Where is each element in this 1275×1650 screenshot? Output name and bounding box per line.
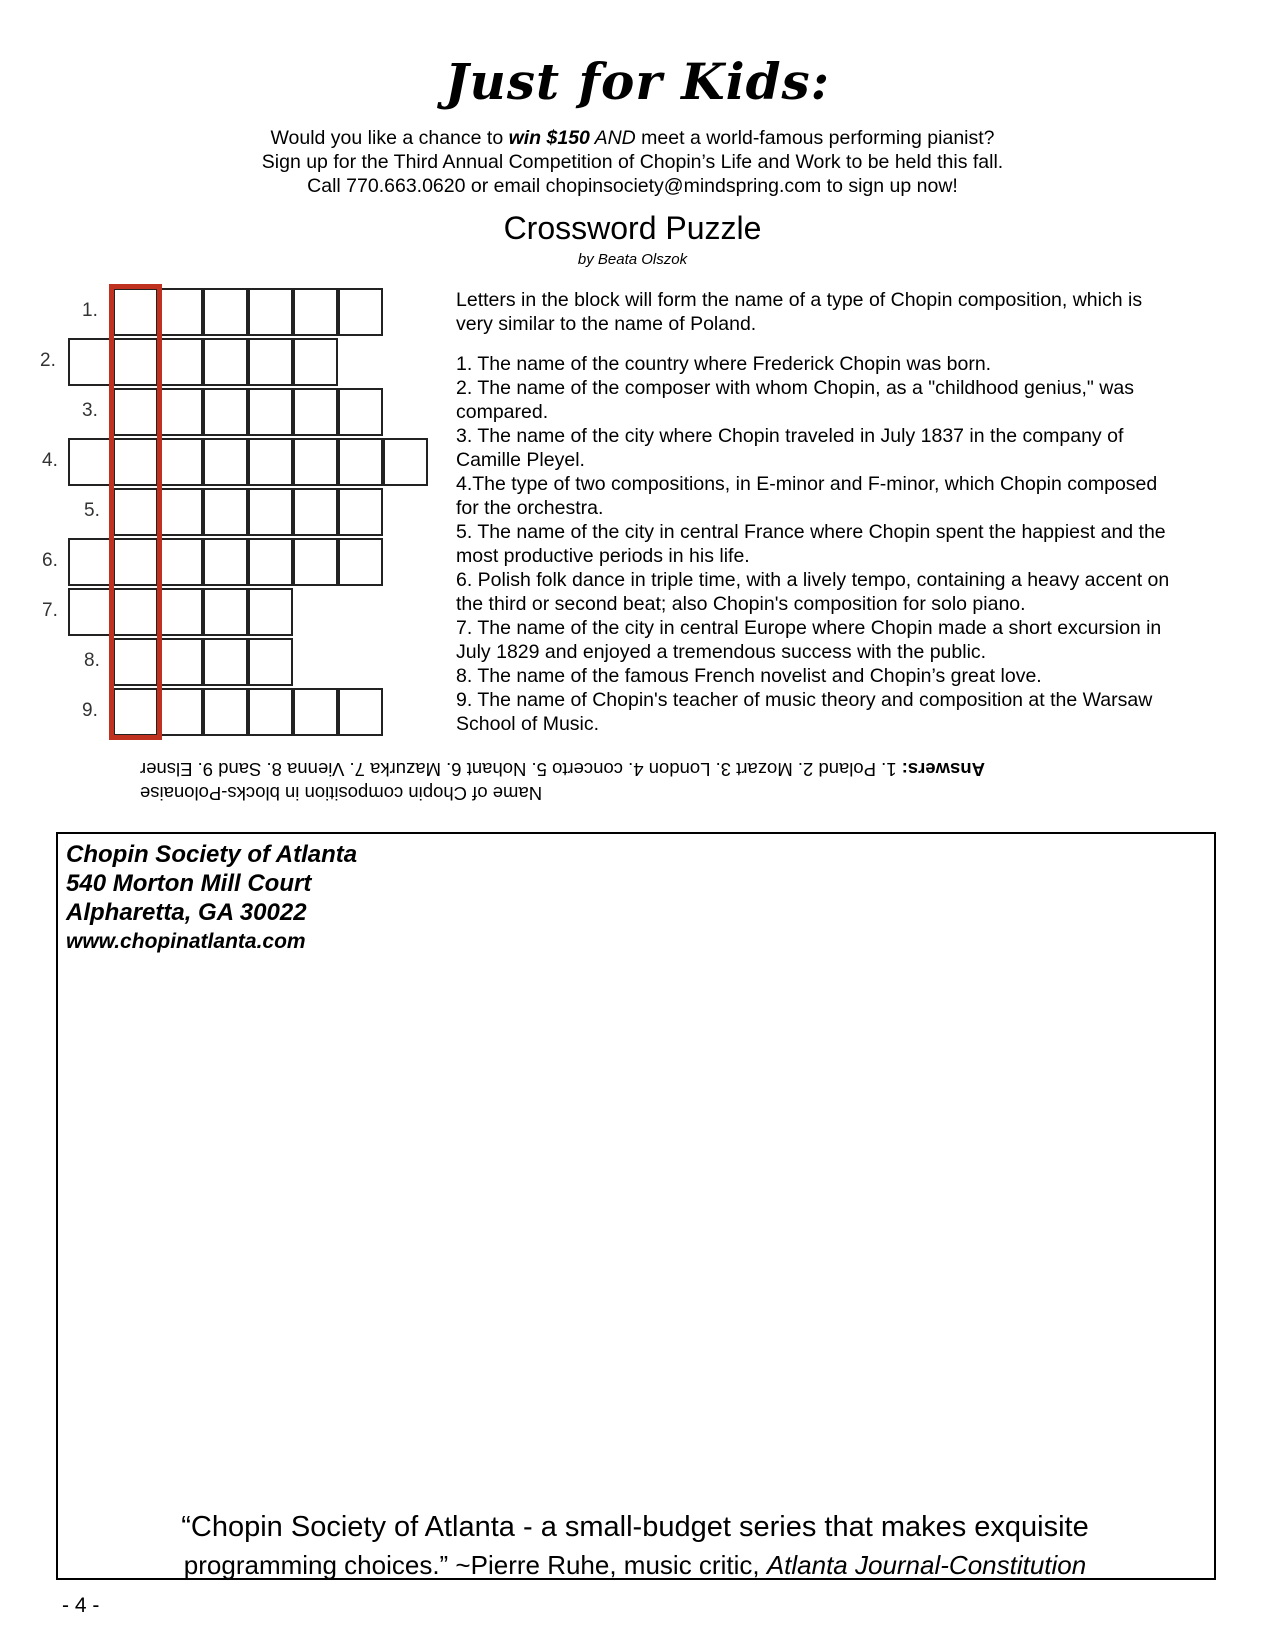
crossword-cell [68, 438, 113, 486]
clue-item: 7. The name of the city in central Europe where Chopin made a short excursion in July 1829 and enjoyed a tremendous success with the public. [456, 617, 1162, 663]
crossword-byline: by Beata Olszok [577, 251, 688, 268]
crossword-cell [248, 538, 293, 586]
crossword-cell [158, 288, 203, 336]
crossword-cell [338, 388, 383, 436]
crossword-cell [158, 338, 203, 386]
quote-line-2: programming choices.” ~Pierre Ruhe, music critic, Atlanta Journal-Constitution [183, 1550, 1087, 1580]
crossword-cell [293, 488, 338, 536]
crossword-cell [68, 588, 113, 636]
crossword-cell [158, 388, 203, 436]
clue-item: 4.The type of two compositions, in E-minor and F-minor, which Chopin composed for the orchestra. [456, 473, 1158, 519]
crossword-cell [203, 538, 248, 586]
crossword-cell [158, 688, 203, 736]
mailing-address [66, 840, 357, 956]
page-number: - 4 - [62, 1594, 100, 1617]
crossword-cell [293, 388, 338, 436]
press-quote [60, 1508, 1210, 1584]
crossword-cell [338, 438, 383, 486]
crossword-cell [338, 538, 383, 586]
key-column-highlight [109, 284, 162, 740]
crossword-cell [203, 688, 248, 736]
crossword-cell [248, 638, 293, 686]
crossword-cell [293, 338, 338, 386]
crossword-cell [203, 488, 248, 536]
crossword-cell [203, 438, 248, 486]
clue-item: 9. The name of Chopin's teacher of music theory and composition at the Warsaw School of Music. [456, 689, 1153, 735]
answers-note: Name of Chopin composition in blocks-Polonaise [140, 783, 543, 804]
crossword-cell [203, 638, 248, 686]
crossword-cell [338, 288, 383, 336]
crossword-cell [248, 438, 293, 486]
crossword-cell [68, 538, 113, 586]
crossword-cell [248, 338, 293, 386]
crossword-cell [68, 338, 113, 386]
intro-line-1: Would you like a chance to win $150 AND meet a world-famous performing pianist? [270, 127, 995, 149]
address-website: www.chopinatlanta.com [66, 930, 306, 953]
crossword-title: Crossword Puzzle [503, 210, 762, 246]
row-number: 1. [82, 300, 98, 321]
clue-item: 2. The name of the composer with whom Chopin, as a "childhood genius," was compared. [456, 377, 1134, 423]
crossword-cell [338, 688, 383, 736]
crossword-cell [158, 488, 203, 536]
row-number: 4. [42, 450, 58, 471]
crossword-cell [383, 438, 428, 486]
crossword-cell [293, 438, 338, 486]
crossword-cell [158, 538, 203, 586]
clue-item: 5. The name of the city in central France where Chopin spent the happiest and the most productive periods in his life. [456, 521, 1166, 567]
address-line: Chopin Society of Atlanta [66, 841, 358, 868]
clue-item: 3. The name of the city where Chopin traveled in July 1837 in the company of Camille Pleyel. [456, 425, 1124, 471]
row-number: 5. [84, 500, 100, 521]
intro-line-3: Call 770.663.0620 or email chopinsociety@mindspring.com to sign up now! [307, 175, 958, 197]
quote-line-1: “Chopin Society of Atlanta - a small-budget series that makes exquisite [181, 1511, 1089, 1543]
answers-line: Answers: 1. Poland 2. Mozart 3. London 4. concerto 5. Nohant 6. Mazurka 7. Vienna 8. Sand 9. Elsner [140, 759, 985, 780]
row-number: 3. [82, 400, 98, 421]
crossword-cell [248, 388, 293, 436]
crossword-cell [203, 388, 248, 436]
crossword-cell [248, 688, 293, 736]
clue-item: 1. The name of the country where Frederick Chopin was born. [456, 353, 992, 375]
clue-lead: Letters in the block will form the name of a type of Chopin composition, which is very similar to the name of Poland. [456, 289, 1143, 335]
crossword-cell [293, 538, 338, 586]
crossword-cell [203, 588, 248, 636]
crossword-cell [293, 688, 338, 736]
clue-item: 8. The name of the famous French novelist and Chopin’s great love. [456, 665, 1042, 687]
page-title: Just for Kids: [444, 52, 831, 111]
crossword-cell [248, 488, 293, 536]
intro-line-2: Sign up for the Third Annual Competition of Chopin’s Life and Work to be held this fall. [261, 151, 1004, 173]
crossword-cell [203, 338, 248, 386]
crossword-cell [293, 288, 338, 336]
crossword-cell [158, 588, 203, 636]
crossword-cell [248, 288, 293, 336]
row-number: 6. [42, 550, 58, 571]
crossword-cell [338, 488, 383, 536]
crossword-cell [158, 438, 203, 486]
row-number: 2. [40, 350, 56, 371]
upside-down-answers [140, 757, 1125, 805]
crossword-cell [158, 638, 203, 686]
intro-text [0, 126, 1265, 198]
row-number: 9. [82, 700, 98, 721]
address-line: 540 Morton Mill Court [66, 870, 312, 897]
crossword-cell [203, 288, 248, 336]
row-number: 7. [42, 600, 58, 621]
clue-item: 6. Polish folk dance in triple time, with a lively tempo, containing a heavy accent on the third or second beat; also Chopin's composition for solo piano. [456, 569, 1170, 615]
row-number: 8. [84, 650, 100, 671]
crossword-clues [456, 288, 1176, 736]
address-line: Alpharetta, GA 30022 [66, 899, 307, 926]
crossword-cell [248, 588, 293, 636]
